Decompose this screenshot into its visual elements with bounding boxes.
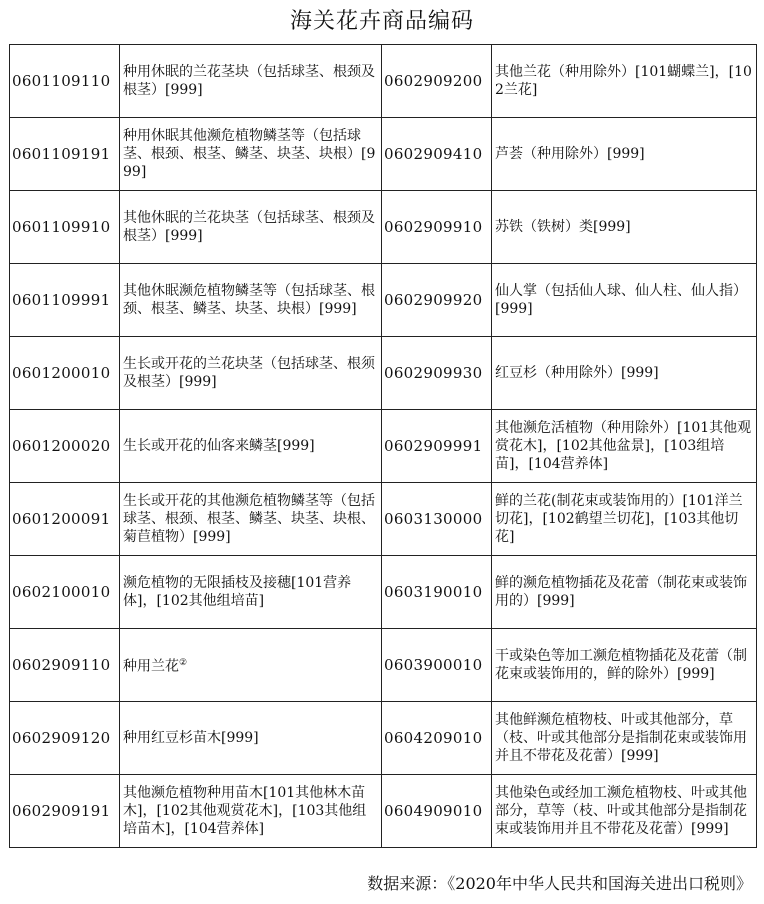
hs-code-cell: 0601200020: [10, 410, 120, 483]
description-cell: [120, 629, 382, 702]
table-row: [10, 775, 757, 848]
description-cell: 生长或开花的仙客来鳞茎[999]: [120, 410, 382, 483]
description-cell: 其他染色或经加工濒危植物枝、叶或其他部分，草等（枝、叶或其他部分是指制花束或装饰用并且不带花及花蕾）[999]: [492, 775, 757, 848]
description-cell: 鲜的兰花(制花束或装饰用的）[101洋兰切花]，[102鹤望兰切花]，[103其他切花]: [492, 483, 757, 556]
description-cell: 其他濒危植物种用苗木[101其他林木苗木]，[102其他观赏花木]，[103其他组培苗木]，[104营养体]: [120, 775, 382, 848]
hs-code-cell: 0601109991: [10, 264, 120, 337]
table-row: [10, 410, 757, 483]
description-text: 种用兰花: [123, 658, 179, 675]
description-cell: 生长或开花的其他濒危植物鳞茎等（包括球茎、根颈、根茎、鳞茎、块茎、块根、菊苣植物）[999]: [120, 483, 382, 556]
description-cell: 苏铁（铁树）类[999]: [492, 191, 757, 264]
description-cell: 仙人掌（包括仙人球、仙人柱、仙人指）[999]: [492, 264, 757, 337]
hs-code-cell: 0603130000: [382, 483, 492, 556]
table-row: [10, 483, 757, 556]
description-cell: 其他鲜濒危植物枝、叶或其他部分，草（枝、叶或其他部分是指制花束或装饰用并且不带花及花蕾）[999]: [492, 702, 757, 775]
description-cell: 种用休眠的兰花茎块（包括球茎、根颈及根茎）[999]: [120, 45, 382, 118]
description-cell: 鲜的濒危植物插花及花蕾（制花束或装饰用的）[999]: [492, 556, 757, 629]
page-title: 海关花卉商品编码: [289, 9, 474, 34]
hs-code-cell: 0602909200: [382, 45, 492, 118]
hs-code-cell: 0602909410: [382, 118, 492, 191]
hs-code-cell: 0601109110: [10, 45, 120, 118]
table-row: [10, 45, 757, 118]
description-cell: 红豆杉（种用除外）[999]: [492, 337, 757, 410]
hs-code-cell: 0601200010: [10, 337, 120, 410]
hs-code-cell: 0602909920: [382, 264, 492, 337]
table-row: [10, 337, 757, 410]
table-row: [10, 264, 757, 337]
table-row: [10, 191, 757, 264]
table-row: [10, 556, 757, 629]
description-cell: 种用休眠其他濒危植物鳞茎等（包括球茎、根颈、根茎、鳞茎、块茎、块根）[999]: [120, 118, 382, 191]
hs-code-cell: 0602909110: [10, 629, 120, 702]
hs-code-cell: 0602909910: [382, 191, 492, 264]
description-cell: 种用红豆杉苗木[999]: [120, 702, 382, 775]
description-cell: 其他濒危活植物（种用除外）[101其他观赏花木]，[102其他盆景]，[103组培苗]，[104营养体]: [492, 410, 757, 483]
description-cell: 濒危植物的无限插枝及接穗[101营养体]，[102其他组培苗]: [120, 556, 382, 629]
description-cell: 其他休眠的兰花块茎（包括球茎、根颈及根茎）[999]: [120, 191, 382, 264]
hs-code-cell: 0601109191: [10, 118, 120, 191]
hs-code-cell: 0602909120: [10, 702, 120, 775]
description-cell: 其他休眠濒危植物鳞茎等（包括球茎、根颈、根茎、鳞茎、块茎、块根）[999]: [120, 264, 382, 337]
description-cell: 干或染色等加工濒危植物插花及花蕾（制花束或装饰用的，鲜的除外）[999]: [492, 629, 757, 702]
commodity-code-table: [9, 44, 757, 848]
footnote-marker: ②: [179, 658, 188, 669]
description-cell: 生长或开花的兰花块茎（包括球茎、根须及根茎）[999]: [120, 337, 382, 410]
table-row: [10, 118, 757, 191]
hs-code-cell: 0603900010: [382, 629, 492, 702]
hs-code-cell: 0602909991: [382, 410, 492, 483]
hs-code-cell: 0601200091: [10, 483, 120, 556]
table-body: [10, 45, 757, 848]
data-source-note: 数据来源：《2020年中华人民共和国海关进出口税则》: [367, 874, 752, 893]
hs-code-cell: 0604909010: [382, 775, 492, 848]
table-row: [10, 702, 757, 775]
description-cell: 芦荟（种用除外）[999]: [492, 118, 757, 191]
hs-code-cell: 0604209010: [382, 702, 492, 775]
hs-code-cell: 0602909191: [10, 775, 120, 848]
hs-code-cell: 0603190010: [382, 556, 492, 629]
table-row: [10, 629, 757, 702]
description-cell: 其他兰花（种用除外）[101蝴蝶兰]，[102兰花]: [492, 45, 757, 118]
hs-code-cell: 0602909930: [382, 337, 492, 410]
hs-code-cell: 0602100010: [10, 556, 120, 629]
hs-code-cell: 0601109910: [10, 191, 120, 264]
